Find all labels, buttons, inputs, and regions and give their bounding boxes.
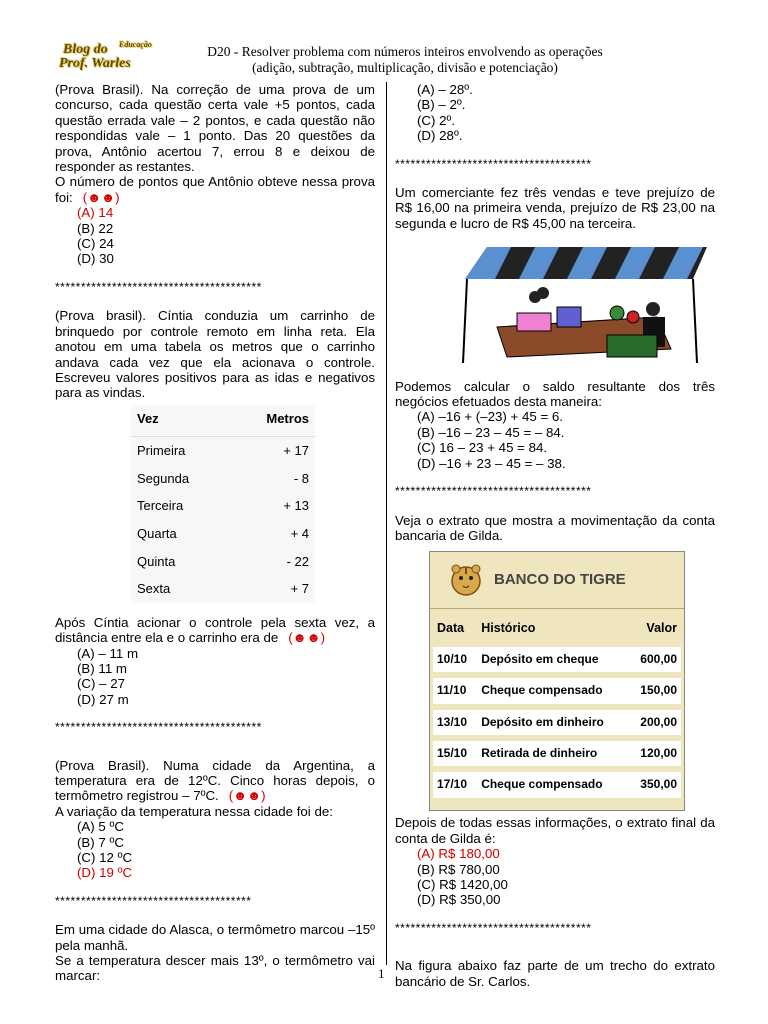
q1-prompt: O número de pontos que Antônio obteve nessa prova foi:	[55, 174, 375, 205]
blog-logo	[55, 42, 155, 76]
bank-cell: Retirada de dinheiro	[477, 741, 629, 766]
cintia-cell: Quinta	[137, 553, 176, 569]
q1-option-c: (C) 24	[77, 236, 114, 252]
q6-text: Veja o extrato que mostra a movimentação da conta bancaria de Gilda.	[395, 512, 715, 543]
bank-cell: 200,00	[629, 710, 681, 735]
q5-option-b: (B) –16 – 23 – 45 = – 84.	[417, 424, 565, 440]
q4-prompt: Se a temperatura descer mais 13º, o termômetro vai marcar:	[55, 953, 375, 984]
bank-cell: Cheque compensado	[477, 772, 629, 797]
logo-line2: Prof. Warles	[59, 56, 131, 71]
separator: **************************************	[55, 893, 252, 908]
q2-option-d: (D) 27 m	[77, 691, 129, 707]
cintia-cell: Terceira	[137, 498, 184, 514]
q1-option-a: (A) 14	[77, 205, 114, 221]
page-header	[150, 44, 660, 76]
q5-option-d: (D) –16 + 23 – 45 = – 38.	[417, 455, 566, 471]
bank-header-historico: Histórico	[481, 621, 536, 636]
bank-cell: Cheque compensado	[477, 678, 629, 703]
market-stall-illustration	[457, 239, 717, 367]
q1-option-b: (B) 22	[77, 220, 114, 236]
q2-option-b: (B) 11 m	[77, 660, 127, 676]
q6-prompt: Depois de todas essas informações, o extrato final da conta de Gilda é:	[395, 815, 715, 846]
q4-option-b: (B) – 2º.	[417, 97, 466, 113]
cintia-cell: + 7	[290, 581, 309, 597]
q2-prompt: Após Cíntia acionar o controle pela sexta vez, a distância entre ela e o carrinho era de	[55, 614, 375, 646]
cintia-cell: Primeira	[137, 443, 186, 459]
q3-prompt: A variação da temperatura nessa cidade foi de:	[55, 803, 333, 819]
bank-statement	[429, 551, 685, 811]
q2-faces: (☻☻)	[288, 630, 326, 646]
cintia-cell: + 17	[283, 443, 309, 459]
bank-cell: 600,00	[629, 647, 681, 672]
q1-text: (Prova Brasil). Na correção de uma prova de um concurso, cada questão certa vale +5 pontos, cada questão errada vale – 2 pontos, e cada questão não respondidas vale – 1 ponto. Das 20 questões da prova, Antônio acertou 7, errou 8 e deixou de responder as restantes.	[55, 82, 375, 175]
q3-faces: (☻☻)	[228, 788, 266, 804]
bank-cell: Depósito em dinheiro	[477, 710, 629, 735]
bank-cell: 11/10	[433, 678, 477, 703]
bank-cell: 17/10	[433, 772, 477, 797]
q5-option-a: (A) –16 + (–23) + 45 = 6.	[417, 409, 563, 425]
table-row	[433, 647, 681, 672]
q1-prompt-line	[55, 174, 375, 205]
cintia-cell: - 8	[293, 470, 309, 486]
right-column	[395, 82, 715, 989]
bank-cell: 15/10	[433, 741, 477, 766]
cintia-cell: Sexta	[137, 581, 171, 597]
q2-option-c: (C) – 27	[77, 676, 126, 692]
table-row	[131, 548, 315, 576]
logo-line1: Blog do	[63, 42, 108, 57]
separator: **************************************	[395, 920, 592, 935]
separator: ****************************************	[55, 279, 262, 294]
bank-cell: 120,00	[629, 741, 681, 766]
header-line2: (adição, subtração, multiplicação, divisão e potenciação)	[252, 60, 558, 75]
table-row	[131, 575, 315, 603]
q6-option-c: (C) R$ 1420,00	[417, 876, 508, 892]
table-row	[433, 678, 681, 703]
column-divider	[386, 82, 387, 965]
q4-option-a: (A) – 28º.	[417, 82, 473, 97]
q3-option-a: (A) 5 ºC	[77, 819, 124, 835]
cintia-cell: + 4	[290, 526, 309, 541]
q2-text: (Prova brasil). Cíntia conduzia um carrinho de brinquedo por controle remoto em linha reta. Ela anotou em uma tabela os metros que o carrinho andava cada vez que ela acionava o controle. Escreveu valores positivos para as idas e negativos para as vindas.	[55, 308, 375, 401]
bank-cell: 13/10	[433, 710, 477, 735]
tiger-icon	[448, 562, 484, 598]
q7-text: Na figura abaixo faz parte de um trecho do extrato bancário de Sr. Carlos.	[395, 958, 715, 989]
logo-badge: Educação	[119, 40, 152, 49]
cintia-header-vez: Vez	[131, 405, 243, 437]
cintia-table	[131, 405, 315, 603]
table-row	[131, 492, 315, 520]
q5-option-c: (C) 16 – 23 + 45 = 84.	[417, 440, 548, 456]
cintia-cell: - 22	[286, 553, 309, 569]
q3-option-b: (B) 7 ºC	[77, 834, 124, 850]
bank-cell: 10/10	[433, 647, 477, 672]
q3-option-d: (D) 19 ºC	[77, 865, 133, 881]
q6-option-b: (B) R$ 780,00	[417, 861, 500, 877]
q3-text-line	[55, 758, 375, 804]
table-row	[433, 741, 681, 766]
q2-option-a: (A) – 11 m	[77, 645, 139, 661]
q1-option-d: (D) 30	[77, 251, 114, 267]
bank-header-valor: Valor	[646, 621, 677, 636]
separator: **************************************	[395, 156, 592, 171]
q1-faces: (☻☻)	[82, 189, 120, 205]
page-number: 1	[378, 966, 385, 981]
q6-option-a: (A) R$ 180,00	[417, 846, 500, 862]
bank-cell: Depósito em cheque	[477, 647, 629, 672]
cintia-cell: Segunda	[137, 470, 190, 486]
header-line1: D20 - Resolver problema com números inteiros envolvendo as operações	[207, 44, 603, 59]
table-row	[131, 520, 315, 548]
q4-option-d: (D) 28º.	[417, 128, 463, 144]
bank-table	[433, 611, 681, 803]
cintia-header-metros: Metros	[243, 405, 315, 437]
cintia-cell: + 13	[283, 498, 309, 514]
table-row	[433, 710, 681, 735]
table-row	[131, 465, 315, 493]
q5-text: Um comerciante fez três vendas e teve prejuízo de R$ 16,00 na primeira venda, prejuízo de R$ 23,00 na segunda e lucro de R$ 45,00 na terceira.	[395, 185, 715, 231]
separator: **************************************	[395, 484, 592, 499]
table-row	[433, 772, 681, 797]
q5-prompt: Podemos calcular o saldo resultante dos três negócios efetuados desta maneira:	[395, 378, 715, 410]
q6-option-d: (D) R$ 350,00	[417, 892, 501, 908]
q2-prompt-line	[55, 615, 375, 646]
q4-option-c: (C) 2º.	[417, 112, 456, 128]
bank-cell: 150,00	[629, 678, 681, 703]
table-row	[131, 437, 315, 465]
bank-cell: 350,00	[629, 772, 681, 797]
q4-text: Em uma cidade do Alasca, o termômetro marcou –15º pela manhã.	[55, 922, 375, 953]
cintia-cell: Quarta	[137, 526, 177, 541]
bank-title: BANCO DO TIGRE	[494, 571, 626, 589]
bank-header-data: Data	[437, 621, 465, 636]
separator: ****************************************	[55, 720, 262, 735]
q3-option-c: (C) 12 ºC	[77, 849, 133, 865]
q3-text: (Prova Brasil). Numa cidade da Argentina, a temperatura era de 12ºC. Cinco horas depois, o termômetro registrou – 7ºC.	[55, 757, 375, 804]
left-column	[55, 82, 375, 984]
bank-header	[430, 552, 684, 609]
